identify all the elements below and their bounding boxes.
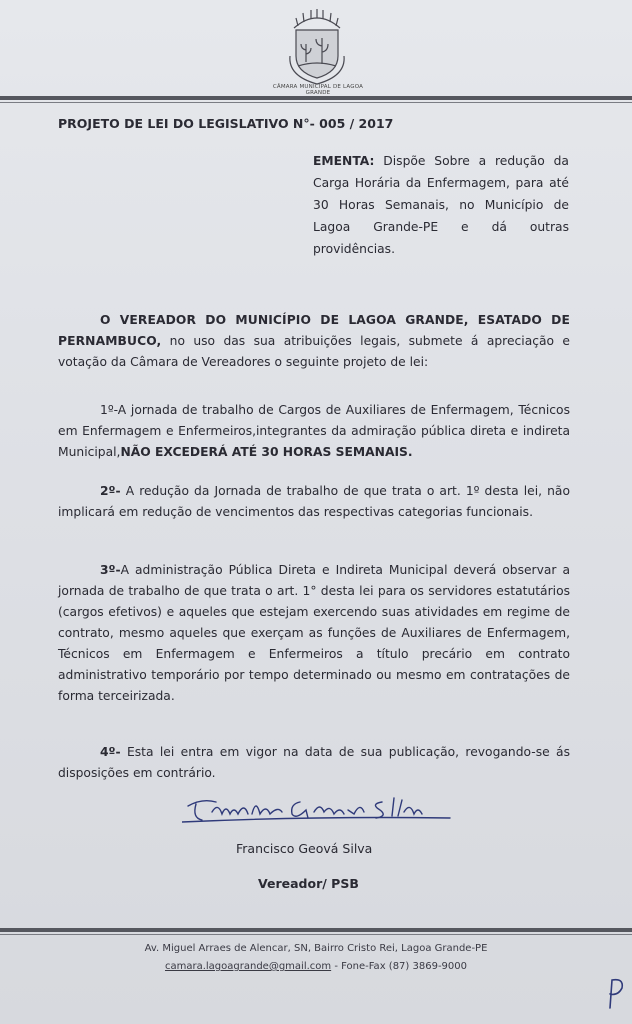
article-4-text: Esta lei entra em vigor na data de sua publicação, revogando-se ás disposições em contrário. [58,745,570,780]
municipal-crest-icon [282,6,352,92]
ementa-block [313,150,569,260]
article-2-number: 2º- [100,484,121,498]
intro-paragraph [58,310,570,373]
article-2 [58,481,570,523]
margin-initial-icon [598,972,628,1012]
signer-name: Francisco Geová Silva [236,841,373,856]
footer [0,940,632,976]
article-1-number: 1º- [100,403,118,417]
footer-address: Av. Miguel Arraes de Alencar, SN, Bairro Cristo Rei, Lagoa Grande-PE [144,943,488,954]
article-3-text: A administração Pública Direta e Indireta Municipal deverá observar a jornada de trabalho de que trata o art. 1° desta lei para os servidores estatutários (cargos efetivos) e aqueles que estejam exercendo suas atividades em regime de contrato, mesmo aqueles que exerçam as funções de Auxiliares de Enfermagem, Técnicos em Enfermagem e Enfermeiros a título precário em contrato administrativo temporário por tempo determinado ou mesmo em contratações de forma terceirizada. [58,563,570,703]
ementa-text: Dispõe Sobre a redução da Carga Horária da Enfermagem, para até 30 Horas Semanais, no Município de Lagoa Grande-PE e dá outras providências. [313,154,569,256]
footer-phone: - Fone-Fax (87) 3869-9000 [334,961,467,972]
intro-caps: O VEREADOR DO MUNICÍPIO DE LAGOA GRANDE, ESATADO DE PERNAMBUCO, [58,313,570,348]
article-4-number: 4º- [100,745,121,759]
ementa-label: EMENTA: [313,154,375,168]
handwritten-signature [182,788,454,834]
document-title: PROJETO DE LEI DO LEGISLATIVO N°- 005 / 2017 [58,116,394,131]
header-divider-thin [0,102,632,103]
article-1 [58,400,570,463]
header-divider [0,96,632,100]
crest-caption: CÂMARA MUNICIPAL DE LAGOA GRANDE [272,84,364,96]
footer-contact [0,958,632,976]
signer-role: Vereador/ PSB [258,876,359,891]
article-3-number: 3º- [100,563,121,577]
footer-email[interactable]: camara.lagoagrande@gmail.com [164,961,332,972]
intro-text: no uso das sua atribuições legais, submete á apreciação e votação da Câmara de Vereadores o seguinte projeto de lei: [58,334,570,369]
article-1-text: A jornada de trabalho de Cargos de Auxiliares de Enfermagem, Técnicos em Enfermagem e Enfermeiros,integrantes da admiração pública direta e indireta Municipal, [58,403,570,459]
article-1-emphasis: NÃO EXCEDERÁ ATÉ 30 HORAS SEMANAIS. [120,445,413,459]
article-2-text: A redução da Jornada de trabalho de que trata o art. 1º desta lei, não implicará em redução de vencimentos das respectivas categorias funcionais. [58,484,570,519]
footer-divider-thin [0,934,632,935]
article-4 [58,742,570,784]
article-3 [58,560,570,707]
footer-divider [0,928,632,932]
